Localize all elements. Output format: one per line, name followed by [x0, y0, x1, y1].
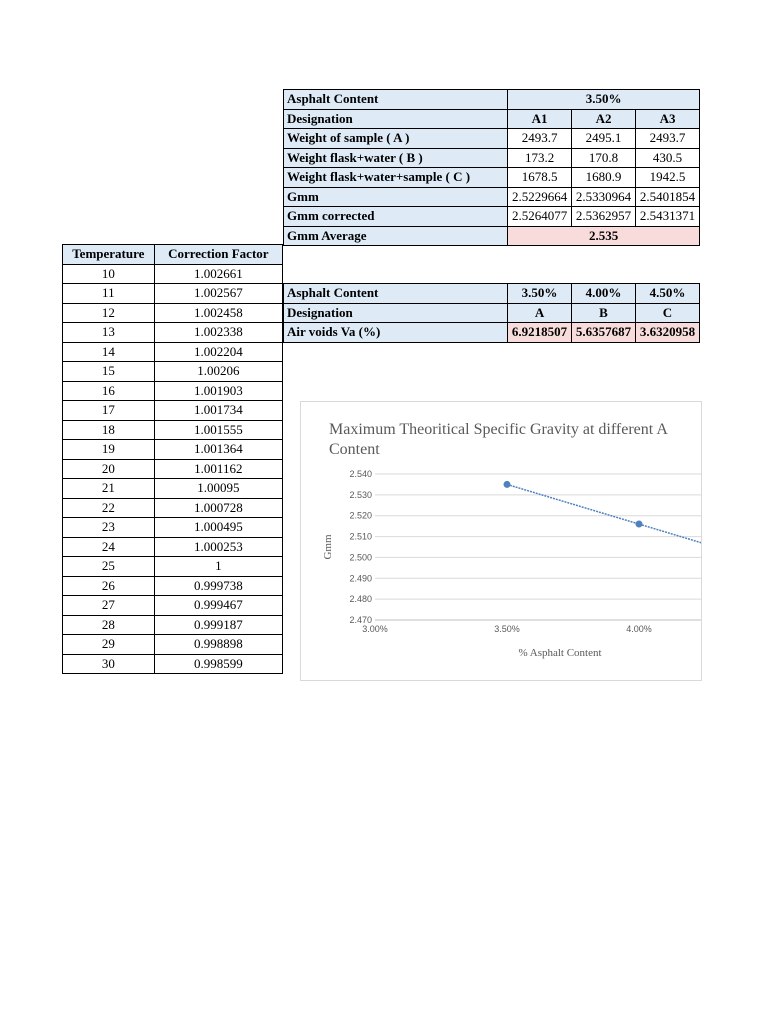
gmm-average-value: 2.535	[508, 226, 700, 246]
data-point	[636, 521, 643, 528]
chart-title-line: Maximum Theoritical Specific Gravity at different A	[329, 421, 668, 438]
correction-table-row	[63, 537, 283, 557]
temperature-cell: 22	[63, 498, 155, 518]
table-cell: A3	[636, 109, 700, 129]
gmm-table	[283, 89, 700, 246]
correction-table-row	[63, 381, 283, 401]
table-cell: 2493.7	[508, 129, 572, 149]
table-cell: 2495.1	[572, 129, 636, 149]
correction-factor-cell: 1.001903	[154, 381, 282, 401]
table-cell: 173.2	[508, 148, 572, 168]
temperature-cell: 10	[63, 264, 155, 284]
correction-table-row	[63, 518, 283, 538]
x-axis-label: % Asphalt Content	[518, 647, 602, 659]
gmm-table-row	[284, 148, 700, 168]
y-tick-label: 2.520	[349, 510, 372, 521]
correction-table-row	[63, 654, 283, 674]
air-voids-table-row	[284, 303, 700, 323]
row-label: Designation	[284, 303, 508, 323]
correction-table-row	[63, 459, 283, 479]
correction-table-row	[63, 323, 283, 343]
y-tick-label: 2.540	[349, 469, 372, 479]
y-tick-label: 2.510	[349, 531, 372, 542]
series-line	[507, 484, 701, 563]
table-cell: 5.6357687	[572, 323, 636, 343]
row-label: Weight of sample ( A )	[284, 129, 508, 149]
correction-factor-cell: 1.000253	[154, 537, 282, 557]
temperature-cell: 27	[63, 596, 155, 616]
correction-factor-cell: 0.999738	[154, 576, 282, 596]
table-cell: 1942.5	[636, 168, 700, 188]
temperature-cell: 15	[63, 362, 155, 382]
correction-factor-cell: 1.002458	[154, 303, 282, 323]
row-label: Asphalt Content	[284, 90, 508, 110]
temperature-cell: 30	[63, 654, 155, 674]
gmm-table-row	[284, 168, 700, 188]
air-voids-table-row	[284, 323, 700, 343]
temperature-cell: 28	[63, 615, 155, 635]
temperature-header: Temperature	[63, 245, 155, 265]
table-cell: A1	[508, 109, 572, 129]
table-cell: 1680.9	[572, 168, 636, 188]
correction-table-row	[63, 401, 283, 421]
table-cell: 2493.7	[636, 129, 700, 149]
temperature-cell: 19	[63, 440, 155, 460]
correction-factor-cell: 1.00206	[154, 362, 282, 382]
correction-factor-cell: 0.998898	[154, 635, 282, 655]
gmm-table-row	[284, 187, 700, 207]
correction-factor-cell: 1.000728	[154, 498, 282, 518]
y-axis-label: Gmm	[322, 534, 334, 560]
table-cell: 1678.5	[508, 168, 572, 188]
table-cell: 170.8	[572, 148, 636, 168]
correction-factor-cell: 0.999187	[154, 615, 282, 635]
correction-table-body	[63, 264, 283, 674]
temperature-cell: 12	[63, 303, 155, 323]
data-point	[504, 481, 511, 488]
temperature-cell: 24	[63, 537, 155, 557]
temperature-cell: 13	[63, 323, 155, 343]
gmm-table-row	[284, 226, 700, 246]
gmm-table-row	[284, 207, 700, 227]
correction-table-row	[63, 420, 283, 440]
chart-title-line: Content	[329, 441, 380, 458]
correction-factor-cell: 1.002204	[154, 342, 282, 362]
correction-factor-cell: 1.002338	[154, 323, 282, 343]
gmm-table-row	[284, 109, 700, 129]
table-cell: 3.6320958	[636, 323, 700, 343]
table-cell: 430.5	[636, 148, 700, 168]
correction-factor-cell: 1.000495	[154, 518, 282, 538]
correction-table-row	[63, 557, 283, 577]
correction-factor-cell: 1.001364	[154, 440, 282, 460]
correction-table-row	[63, 576, 283, 596]
gmm-chart[interactable]	[300, 401, 702, 681]
correction-table-row	[63, 342, 283, 362]
table-cell: 2.5362957	[572, 207, 636, 227]
correction-factor-cell: 1.002567	[154, 284, 282, 304]
temperature-cell: 16	[63, 381, 155, 401]
correction-table-row	[63, 440, 283, 460]
correction-table-row	[63, 284, 283, 304]
correction-table-row	[63, 303, 283, 323]
table-cell: 3.50%	[508, 284, 572, 304]
correction-factor-cell: 1.001162	[154, 459, 282, 479]
table-cell: 2.5401854	[636, 187, 700, 207]
asphalt-content-value: 3.50%	[508, 90, 700, 110]
y-tick-label: 2.530	[349, 489, 372, 500]
correction-factor-table	[62, 244, 283, 674]
air-voids-table-body	[284, 284, 700, 343]
correction-table-row	[63, 362, 283, 382]
correction-table-row	[63, 596, 283, 616]
row-label: Asphalt Content	[284, 284, 508, 304]
correction-factor-cell: 1	[154, 557, 282, 577]
temperature-cell: 14	[63, 342, 155, 362]
air-voids-table	[283, 283, 700, 343]
gmm-chart-svg	[301, 402, 701, 680]
correction-factor-cell: 0.998599	[154, 654, 282, 674]
correction-factor-cell: 1.00095	[154, 479, 282, 499]
row-label: Gmm Average	[284, 226, 508, 246]
air-voids-table-row	[284, 284, 700, 304]
correction-table-row	[63, 264, 283, 284]
y-tick-label: 2.470	[349, 615, 372, 625]
table-cell: 4.00%	[572, 284, 636, 304]
temperature-cell: 20	[63, 459, 155, 479]
correction-factor-cell: 1.001555	[154, 420, 282, 440]
table-cell: 2.5229664	[508, 187, 572, 207]
correction-table-row	[63, 635, 283, 655]
table-cell: A2	[572, 109, 636, 129]
temperature-cell: 17	[63, 401, 155, 421]
correction-table-header-row	[63, 245, 283, 265]
temperature-cell: 18	[63, 420, 155, 440]
table-cell: 2.5431371	[636, 207, 700, 227]
table-cell: 6.9218507	[508, 323, 572, 343]
temperature-cell: 29	[63, 635, 155, 655]
temperature-cell: 11	[63, 284, 155, 304]
table-cell: 2.5264077	[508, 207, 572, 227]
correction-table-row	[63, 479, 283, 499]
table-cell: A	[508, 303, 572, 323]
table-cell: C	[636, 303, 700, 323]
y-tick-label: 2.480	[349, 594, 372, 605]
row-label: Gmm corrected	[284, 207, 508, 227]
gmm-table-body	[284, 90, 700, 246]
row-label: Weight flask+water ( B )	[284, 148, 508, 168]
row-label: Air voids Va (%)	[284, 323, 508, 343]
temperature-cell: 26	[63, 576, 155, 596]
correction-factor-cell: 0.999467	[154, 596, 282, 616]
correction-factor-header: Correction Factor	[154, 245, 282, 265]
x-tick-label: 3.50%	[494, 624, 520, 634]
row-label: Gmm	[284, 187, 508, 207]
correction-table-row	[63, 615, 283, 635]
temperature-cell: 23	[63, 518, 155, 538]
correction-table-row	[63, 498, 283, 518]
correction-factor-cell: 1.002661	[154, 264, 282, 284]
temperature-cell: 21	[63, 479, 155, 499]
x-tick-label: 4.00%	[626, 624, 652, 634]
table-cell: B	[572, 303, 636, 323]
y-tick-label: 2.490	[349, 573, 372, 584]
table-cell: 2.5330964	[572, 187, 636, 207]
y-tick-label: 2.500	[349, 552, 372, 563]
row-label: Weight flask+water+sample ( C )	[284, 168, 508, 188]
gmm-table-row	[284, 129, 700, 149]
correction-factor-cell: 1.001734	[154, 401, 282, 421]
row-label: Designation	[284, 109, 508, 129]
temperature-cell: 25	[63, 557, 155, 577]
x-tick-label: 3.00%	[362, 624, 388, 634]
gmm-table-row	[284, 90, 700, 110]
table-cell: 4.50%	[636, 284, 700, 304]
